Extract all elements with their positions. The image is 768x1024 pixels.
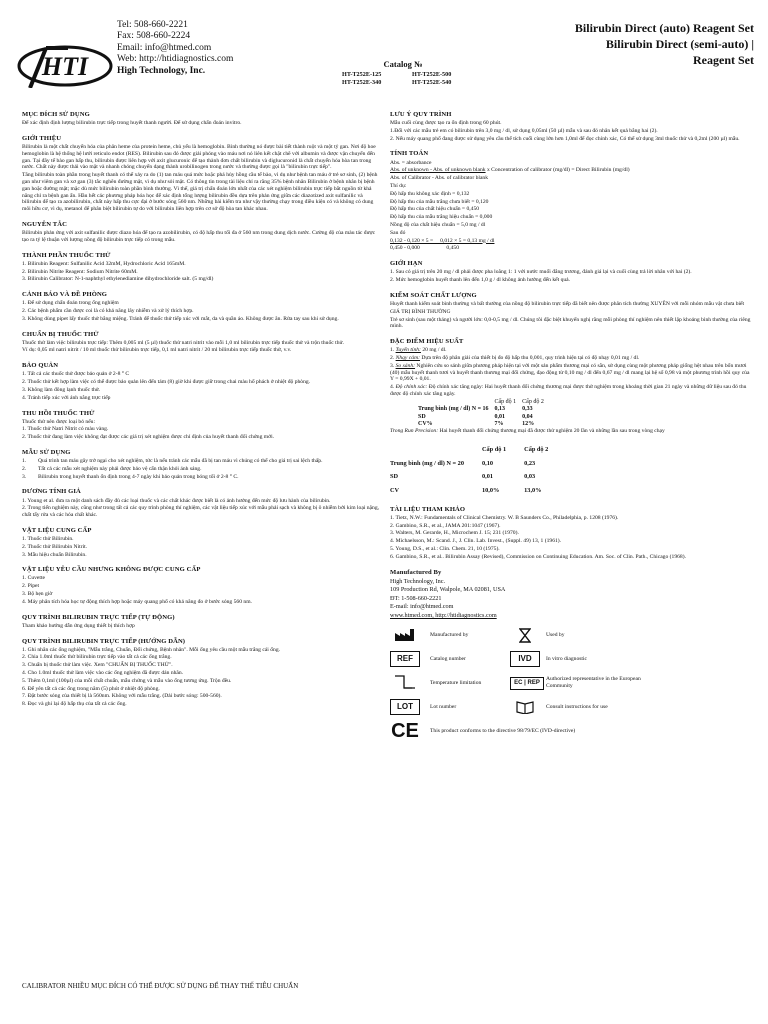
paragraph: Để xác định định lượng bilirubin trực tiếp trong huyết thanh người. Để sử dụng chẩn đoán invitro. (22, 120, 242, 127)
list-item: 1. Young et al. đưa ra một danh sách đầy đủ các loại thuốc và các chất khác được biết là có ảnh hưởng đến mức độ lưu hành của bilirubin. (22, 497, 331, 504)
section-heading: MẪU SỬ DỤNG (22, 449, 71, 456)
catalog-number: HT-T252E-125 (342, 71, 382, 79)
section-calculation (390, 150, 754, 252)
section-limitations (390, 260, 754, 284)
lot-box: LOT (390, 699, 420, 715)
calc-numerator: 0,132 - 0,120 × 5 = 0,012 × 5 = 0,13 mg / dl (390, 237, 495, 244)
catalog-block (342, 59, 464, 87)
example-line: Độ hấp thu của mẫu trắng chưa biết = 0,120 (390, 198, 489, 205)
item-text: Độ chính xác tăng ngày: Hai huyết thanh đối chứng thương mại được thử nghiệm trong khoảng thời gian 21 ngày và những dữ liệu sau đó thu được độ chính xác tăng ngày. (390, 384, 747, 398)
section-reagent-deterioration (22, 410, 380, 441)
paragraph: Ví dụ: 0,05 ml natri nitrit / 10 ml thuốc thử bilirubin trực tiếp, 0,1 ml natri nitrit / 20 ml bilirubin trực tiếp thuốc thử, v.v. (22, 347, 292, 354)
list-item (22, 458, 380, 465)
example-line: Độ hấp thu không xác định = 0,132 (390, 190, 470, 197)
section-heading: QUY TRÌNH BILIRUBIN TRỰC TIẾP (TỰ ĐỘNG) (22, 613, 175, 621)
paragraph: Mẫu cuối cùng được tạo ra ổn định trong 60 phút. (390, 120, 502, 127)
list-item: 2. Mức hemoglobin huyết thanh lên đến 1,0 g / dl không ảnh hưởng đến kết quả. (390, 277, 571, 284)
list-item: 1. Bilirubin Reagent: Sulfanilic Acid 32mM, Hydrochloric Acid 165mM. (22, 260, 186, 267)
list-item: 2. Chia 1.0ml thuốc thử bilirubin trực tiếp vào tất cả các ống trắng. (22, 654, 172, 661)
hourglass-icon (510, 627, 540, 643)
section-warnings (22, 291, 380, 322)
formula (390, 167, 754, 174)
symbol-label: Manufactured by (430, 632, 469, 638)
row-label: Trung bình (mg / dl) N = 20 (390, 459, 464, 467)
left-column (22, 111, 380, 716)
table-cell: 0,10 (481, 459, 494, 467)
reference-item: 4. Michaelsson, M.: Scand. J., J. Clin. Lab. Invest., (Suppl. 49) 13, 1 (1961). (390, 538, 562, 545)
row-label: CV% (418, 420, 433, 427)
list-item: 2. Thuốc thử kết hợp làm việc có thể được bảo quản lên đến tám (8) giờ khi được giữ trong chai màu hổ phách ở nhiệt độ phòng. (22, 379, 311, 386)
symbol-label: Catalog number (430, 655, 466, 662)
ce-mark-icon: CE (391, 719, 419, 742)
section-heading: NGUYÊN TẮC (22, 221, 68, 228)
ref-box: REF (390, 651, 420, 667)
fax-line: Fax: 508-660-2224 (117, 31, 191, 42)
list-item: 2. Các bệnh phẩm cần được coi là có khả năng lây nhiễm và xử lý thích hợp. (22, 307, 194, 314)
paragraph: Trẻ sơ sinh (sau một tháng) và người lớn: 0,0-0,5 mg / dl. Chúng tôi đặc biệt khuyến nghị rằng mỗi phòng thí nghiệm nên thiết lập khoảng bình thường của riêng mình. (390, 316, 751, 330)
list-item: 4. Độ chính xác: Độ chính xác tăng ngày: Hai huyết thanh đối chứng thương mại được thử nghiệm trong khoảng thời gian 21 ngày và những dữ liệu sau đó thu được độ chính xác tăng ngày. (390, 384, 747, 398)
list-item: 5. Thêm 0,1ml (100µl) của mỗi chất chuẩn, mẫu chứng và mẫu vào ống tương ứng. Trộn đều. (22, 677, 232, 684)
list-text: Tất cả các mẫu xét nghiệm này phải được bảo vệ cẩn thận khỏi ánh sáng. (38, 465, 202, 472)
list-text: Quá trình tan máu gây trở ngại cho xét nghiệm, tức là nếu tránh các mẫu đã bị tan máu vì chúng có thể cho giá trị sai lệch thấp. (38, 458, 323, 465)
section-heading: VẬT LIỆU CUNG CẤP (22, 526, 92, 534)
symbol-label: Temperature limitation (430, 679, 482, 686)
product-title-3: Reagent Set (693, 53, 754, 68)
list-item (22, 466, 380, 473)
address-line: 109 Production Rd, Walpole, MA 02081, USA (390, 586, 506, 594)
table-row (390, 470, 566, 484)
table-header: Cấp độ 1 (481, 445, 507, 453)
list-item: 1. Ghi nhãn các ống nghiệm, "Mẫu trắng, Chuẩn, Đối chứng, Bệnh nhân". Mỗi ống yêu cầu một mẫu trắng cái ống. (22, 646, 281, 653)
formula-rest: x Concentration of calibrator (mg/dl) = Direct Bilirubin (mg/dl) (486, 167, 630, 174)
symbols-legend (390, 627, 754, 742)
section-heading: TÀI LIỆU THAM KHẢO (390, 505, 466, 513)
section-heading: GIỚI HẠN (390, 260, 423, 268)
section-materials-required (22, 566, 380, 605)
list-item: 1.Đối với các mẫu trẻ em có bilirubin trên 3,0 mg / dl, sử dụng 0,05ml (50 µl) mẫu và sau đó nhân kết quả bằng hai (2). (390, 127, 658, 134)
section-introduction (22, 135, 380, 213)
section-specimen (22, 449, 380, 480)
table-cell: 0,03 (524, 473, 536, 481)
section-interferences (22, 488, 380, 518)
table-cell: 10,0% (481, 486, 500, 494)
list-item: 2. Thuốc thử Bilirubin Nitrit. (22, 543, 88, 550)
list-item: 6. Để yên tất cả các ống trong năm (5) phút ở nhiệt độ phòng. (22, 685, 160, 692)
table-cell: 12% (522, 420, 535, 427)
section-intended-use (22, 111, 380, 127)
section-manufacturer (390, 569, 754, 620)
section-heading: TÍNH TOÁN (390, 150, 429, 158)
item-label: So sánh: (395, 362, 416, 369)
catalog-number: HT-T252E-500 (412, 71, 452, 79)
item-text: Nghiên cứu so sánh giữa phương pháp hiện tại với một sản phẩm thương mại có sẵn, sử dụng cùng một phương pháp giống hệt nhau trên bốn mươi (40) mẫu huyết thanh tươi và huyết thanh thương mại đối chứng, đạo động từ 0,10 mg / dl đến 0,67 mg / dl mang lại hệ số 0,98 và một phương trình hồi quy của Y = 0,99X + 0,01. (390, 362, 750, 383)
catalog-row (342, 71, 464, 79)
catalog-heading: Catalog № (383, 59, 423, 69)
paragraph: Bilirubin phản ứng với axit sulfanilic được diazo hóa để tạo ra azobilirubin, có độ hấp thu tối đa ở 560 nm trong dung dịch nước. Cường độ của màu tác được tạo ra tỷ lệ thuận với lượng nồng độ bilirubin trực tiếp có trong mẫu. (22, 230, 376, 243)
abbreviation-line: Abs. = absorbance (390, 159, 432, 166)
company-name: High Technology, Inc. (117, 65, 206, 76)
list-item: 2. Bilirubin Nitrite Reagent: Sodium Nitrite 60mM. (22, 268, 138, 275)
factory-icon (390, 627, 420, 643)
row-label: SD (418, 413, 426, 420)
symbol-label: Used by (546, 632, 565, 638)
ec-rep-box: EC | REP (510, 677, 544, 690)
precision-table-within-run (390, 443, 566, 498)
section-procedure-automated (22, 614, 380, 630)
list-item: 4. Cho 1.0ml thuốc thử làm việc vào các ống nghiệm đã được dán nhãn. (22, 670, 184, 676)
item-label: Tuyến tính: (395, 347, 421, 354)
list-item: 1. Tuyến tính: 20 mg / dl. (390, 347, 447, 354)
table-row (418, 406, 550, 413)
paragraph: Bilirubin là một chất chuyển hóa của phân heme của protein heme, chủ yếu là hemoglobin. Bình thường nó được bài tiết thành ruột và một tỷ gan. Nơi độ hoe hemoglobin là hệ thống hệ lưới reticulo endot (RES). Bilirubin sau đó được giải phóng vào máu nơi nó liên kết chặt chẽ với albumin và được vận chuyển đến gan. Tại đây tế bào gan hấp thu, bilirubin được liên hợp với axit glucuronic để tạo thành đơn chất bilirubin và diglucuronid là chất chuyển hóa hòa tan trong nước. Chất này được thải vào mật và nhanh chóng chuyển dạng thành urobilinogen trong nước và thường được gọi là "bilirubin trực tiếp". (22, 143, 376, 171)
section-procedure-manual (22, 638, 380, 709)
item-text: 20 mg / dl. (420, 347, 447, 354)
section-references (390, 506, 754, 561)
row-label: CV (390, 486, 400, 494)
table-cell (390, 443, 482, 457)
contact-block (117, 20, 233, 77)
list-item: 3. Chuẩn bị thuốc thử làm việc. Xem "CHUẨN BỊ THUỐC THỬ". (22, 662, 173, 669)
product-title-1: Bilirubin Direct (auto) Reagent Set (574, 21, 754, 35)
section-storage (22, 362, 380, 401)
list-item: 1. Cuvette (22, 575, 45, 582)
section-heading: THU HỒI THUỐC THỬ (22, 409, 95, 417)
row-label: Trung bình (mg / dl) N = 16 (418, 406, 489, 413)
list-number: 1. (22, 458, 27, 465)
precision-table-day-to-day (418, 399, 550, 428)
ivd-box: IVD (510, 651, 540, 667)
list-item: 1. Thuốc thử Bilirubin. (22, 535, 74, 542)
list-item: 3. Không làm đông lạnh thuốc thử. (22, 386, 101, 393)
list-item: 1. Sau có giá trị trên 20 mg / dl phải được pha loãng 1: 1 với nước muối đẳng trương, đánh giá lại và cuối cùng trả lời nhân với hai (2). (390, 269, 692, 276)
section-principle (22, 221, 380, 244)
table-cell: 13,0% (524, 486, 542, 494)
section-performance (390, 338, 754, 497)
list-item: 3. Không dùng pipet lấy thuốc thử bằng miệng. Tránh để thuốc thử tiếp xúc với mắt, da và quần áo. Không được ăn. Rửa tay sau khi sử dụng. (22, 315, 339, 322)
reference-item: 6. Gambino, S.R., et al.. Bilirubin Assay (Revised), Commission on Continuing Education. Am. Soc. of Clin. Path., Chicago (1968). (390, 553, 686, 560)
reference-item: 1. Tietz, N.W.: Fundamentals of Clinical Chemistry. W. B Saunders Co., Philadelphia, p. 1208 (1976). (390, 514, 619, 521)
table-cell: 0,23 (524, 459, 536, 467)
section-heading: BẢO QUẢN (22, 362, 59, 370)
table-header: Cấp độ 1 (494, 398, 517, 405)
section-quality-control (390, 292, 754, 330)
formula-denominator: Abs. of Calibrator - Abs. of calibrator blank (390, 175, 489, 182)
table-row (390, 484, 566, 498)
list-item: 2. Trong tiến nghiệm này, cũng như trong tất cả các quy trình phòng thí nghiệm, các vật liệu tiếp xúc với mẫu phải sạch và không bị ô nhiễm bởi kim loại nặng, chất tẩy rửa và các hóa chất khác. (22, 505, 380, 519)
section-heading: LƯU Ý QUY TRÌNH (390, 111, 452, 118)
table-cell: 0,13 (494, 406, 505, 413)
section-heading: Manufactured By (390, 568, 442, 576)
address-line: High Technology, Inc. (390, 577, 446, 585)
ce-statement: This product conforms to the directive 98/79/EC (IVD-directive) (430, 727, 576, 734)
sub-heading: GIÁ TRỊ BÌNH THƯỜNG (390, 308, 451, 315)
symbol-label: Consult instructions for use (546, 703, 608, 710)
list-item: 7. Đặt bước sóng của thiết bị là 560nm. Không với mẫu trắng. (Dải bước sóng: 500-560). (22, 693, 222, 700)
table-row (418, 414, 550, 421)
list-item: 1. Tất cả các thuốc thử được bảo quản ở 2-8 ° C (22, 371, 130, 378)
section-heading: GIỚI THIỆU (22, 134, 62, 142)
paragraph: Thuốc thử nên được loại bỏ nếu: (22, 418, 96, 425)
section-heading: THÀNH PHẦN THUỐC THỬ (22, 251, 111, 259)
table-cell: 7% (494, 420, 504, 427)
list-item: 4. Máy phân tích hóa học tự động thích hợp hoặc máy quang phổ có khả năng đo ở bước sóng 560 nm. (22, 598, 252, 605)
paragraph: Huyết thanh kiểm soát bình thường và bất thường của nồng độ bilirubin trực tiếp đã biết nên được phân tích thường XUYÊN với mỗi nhóm mẫu vật chưa biết (390, 300, 745, 307)
example-line: Độ hấp thu của chất hiệu chuẩn = 0,450 (390, 206, 480, 213)
section-heading: DƯƠNG TÍNH GIẢ (22, 488, 81, 496)
symbol-label: In vitro diagnostic (546, 655, 588, 662)
example-line: Độ hấp thu của mẫu trắng hiệu chuẩn = 0,000 (390, 214, 493, 221)
specimen-list (22, 458, 380, 480)
product-titles (575, 20, 754, 69)
example-line: Sau đó (390, 229, 406, 236)
within-run-description: Hai huyết thanh đối chứng thương mại đã được thử nghiệm 20 lần và những lần sau trong vòng chạy (438, 428, 665, 435)
catalog-number: HT-T252E-340 (342, 79, 382, 87)
item-label: Nhạy cảm: (395, 355, 420, 362)
section-heading: CẢNH BÁO VÀ ĐỀ PHÒNG (22, 291, 108, 299)
address-line: E-mail: info@htmed.com (390, 603, 454, 611)
list-item: 3. So sánh: Nghiên cứu so sánh giữa phương pháp hiện tại với một sản phẩm thương mại có sẵn, sử dụng cùng một phương pháp giống hệt nhau trên bốn mươi (40) mẫu huyết thanh tươi và huyết thanh thương mại đối chứng, đạo động từ 0,10 mg / dl đến 0,67 mg / dl mang lại hệ số 0,98 và một phương trình hồi quy của Y = 0,99X + 0,01. (390, 362, 750, 383)
address-line: ĐT: 1-508-660-2221 (390, 594, 442, 602)
list-item: 8. Đọc và ghi lại độ hấp thụ của tất cả các ống. (22, 701, 127, 708)
web-line: Web: http://htidiagnostics.com (117, 54, 234, 65)
list-item: 3. Bilirubin Calibrator: N-1-naphthyl ethylenediamine dihydrochloride salt. (5 mg/dl) (22, 276, 214, 283)
row-label: SD (390, 473, 399, 481)
within-run-label: Trong Run Precision: (390, 428, 439, 435)
tel-line: Tel: 508-660-2221 (117, 20, 188, 30)
list-item: 2. Pipet (22, 583, 40, 590)
table-row (390, 457, 566, 471)
reference-item: 2. Gambino, S.R., et al., JAMA 201:1047 (1967). (390, 522, 501, 529)
calc-denominator: 0,450 - 0,000 0,450 (390, 245, 459, 252)
list-item: 4. Tránh tiếp xúc với ánh nắng trực tiếp (22, 394, 111, 401)
footer-note: CALIBRATOR NHIỀU MỤC ĐÍCH CÓ THỂ ĐƯỢC SỬ DỤNG ĐỂ THAY THẾ TIÊU CHUẨN (22, 982, 299, 990)
table-header: Cấp độ 2 (524, 445, 549, 453)
item-text: Dựa trên độ phân giải của thiết bị đo độ hấp thu 0,001, quy trình hiện tại có độ nhạy 0,01 mg / dl. (419, 355, 640, 362)
list-item: 3. Mẫu hiệu chuẩn Bilirubin. (22, 551, 87, 558)
table-cell: 0,01 (494, 413, 505, 420)
section-procedure-notes (390, 111, 754, 142)
table-header-row (390, 443, 566, 457)
paragraph: Tăng bilirubin toàn phần trong huyết thanh có thể xảy ra do (1) tan máu quá mức hoặc phá hủy hồng cầu tế bào, vì dụ như bệnh tan máu ở trẻ sơ sinh, (2) bệnh gan như viêm gan và xơ gan (3) tắc nghẽn đường mật, vì dụ như sỏi mật. Có thông tin trong tài liệu chỉ ra rằng 35% bệnh nhân Bilirubin ở bệnh nhân bị bệnh gan hoặc đường mật; mặc dù mức bilirubin toàn phần bình thường. Vì thế, giá trị chẩn đoán lớn nhất của các xét nghiệm bilirubin trực tiếp bắt nguồn từ khả năng chỉ ra bệnh gan ẩn. Hầu hết các phương pháp hóa học để xác định tổng lượng bilirubin đều dựa trên phản ứng giữa các diazotized axit sulfanilic và bilirubin để tạo ra azobilirubin, chất này hấp thu cực đại ở bước sóng 560 nm. Những bài kiểm tra như vậy thường chạy trong điều kiện có và không có dung môi hữu cơ, vì dụ, metanol để phân biệt bilirubin tự do với bilirubin liên hợp trên cơ sở độ hòa tan khác nhau. (22, 172, 378, 213)
list-text: Bilirubin trong huyết thanh ổn định trong 4-7 ngày khi bảo quản trong bóng tối ở 2-8 ° C. (38, 473, 239, 480)
section-materials-provided (22, 527, 380, 558)
reference-item: 3. Walters, M. Gerarde, H., Microchem J. 15; 231 (1970). (390, 530, 519, 537)
logo-lettering: HTI (41, 52, 89, 81)
section-reagent-preparation (22, 331, 380, 355)
list-number: 2. (22, 465, 27, 472)
section-heading: ĐẶC ĐIỂM HIỆU SUẤT (390, 338, 464, 346)
symbol-label: Authorized representative in the European Community (546, 676, 641, 690)
email-line: Email: info@htmed.com (117, 42, 212, 53)
book-icon (510, 699, 540, 715)
catalog-number: HT-T252E-540 (412, 79, 452, 87)
website-link[interactable]: www.htmed.com, http://htidiagnostics.com (390, 611, 497, 619)
section-heading: KIỂM SOÁT CHẤT LƯỢNG (390, 291, 477, 299)
list-item: 2. Nếu máy quang phổ đang được sử dụng yêu cầu thể tích cuối cùng lớn hơn 1,0ml để đọc chính xác, Có thể sử dụng 3ml thuốc thử và 0,2ml (200 µl) mẫu. (390, 135, 740, 142)
table-cell: 0,01 (481, 473, 494, 481)
table-header: Cấp độ 2 (522, 398, 544, 405)
paragraph: Thuốc thử làm việc bilirubin trực tiếp: Thêm 0,005 ml (5 µl) thuốc thử natri nitrit vào mỗi 1,0 ml bilirubin trực tiếp thuốc thử và trộn thuốc thử. (22, 339, 344, 346)
list-item: 1. Thuốc thử Natri Nitrit có màu vàng. (22, 426, 109, 433)
table-cell: 0,33 (522, 406, 533, 413)
section-reagent-composition (22, 252, 380, 283)
catalog-row (342, 79, 464, 87)
list-item: 3. Bộ hẹn giờ (22, 591, 53, 598)
thermometer-icon (390, 675, 420, 691)
table-cell: 0,04 (522, 413, 533, 420)
product-title-2: Bilirubin Direct (semi-auto) | (605, 37, 754, 52)
section-heading: VẬT LIỆU YÊU CẦU NHƯNG KHÔNG ĐƯỢC CUNG CẤP (22, 566, 201, 574)
section-heading: CHUẨN BỊ THUỐC THỬ (22, 330, 99, 338)
example-line: Nồng độ của chất hiệu chuẩn = 5,0 mg / dl (390, 222, 486, 228)
list-number: 3. (22, 473, 27, 480)
paragraph: Tham khảo hướng dẫn ứng dụng thiết bị thích hợp (22, 622, 135, 629)
formula-numerator: Abs. of unknown - Abs. of unknown blank (390, 167, 486, 174)
company-logo (16, 44, 114, 88)
list-item: 2. Thuốc thử đang làm việc không đạt được các giá trị xét nghiệm được chỉ định của huyết thanh đối chứng mới. (22, 434, 275, 441)
section-heading: QUY TRÌNH BILIRUBIN TRỰC TIẾP (HƯỚNG DẪN) (22, 637, 186, 645)
list-item (22, 474, 380, 481)
symbol-label: Lot number (430, 703, 457, 710)
example-label: Thí dụ: (390, 182, 407, 189)
right-column (390, 111, 754, 742)
section-heading: MỤC ĐÍCH SỬ DỤNG (22, 111, 90, 118)
list-item: 1. Để sử dụng chẩn đoán trong ống nghiệm (22, 300, 119, 307)
within-run-text (390, 428, 754, 435)
list-item: 2. Nhạy cảm: Dựa trên độ phân giải của thiết bị đo độ hấp thu 0,001, quy trình hiện tại có độ nhạy 0,01 mg / dl. (390, 355, 640, 362)
item-label: Độ chính xác: (395, 384, 428, 391)
reference-item: 5. Young, D.S., et al.: Clin. Chem. 21, 10 (1975). (390, 545, 500, 552)
